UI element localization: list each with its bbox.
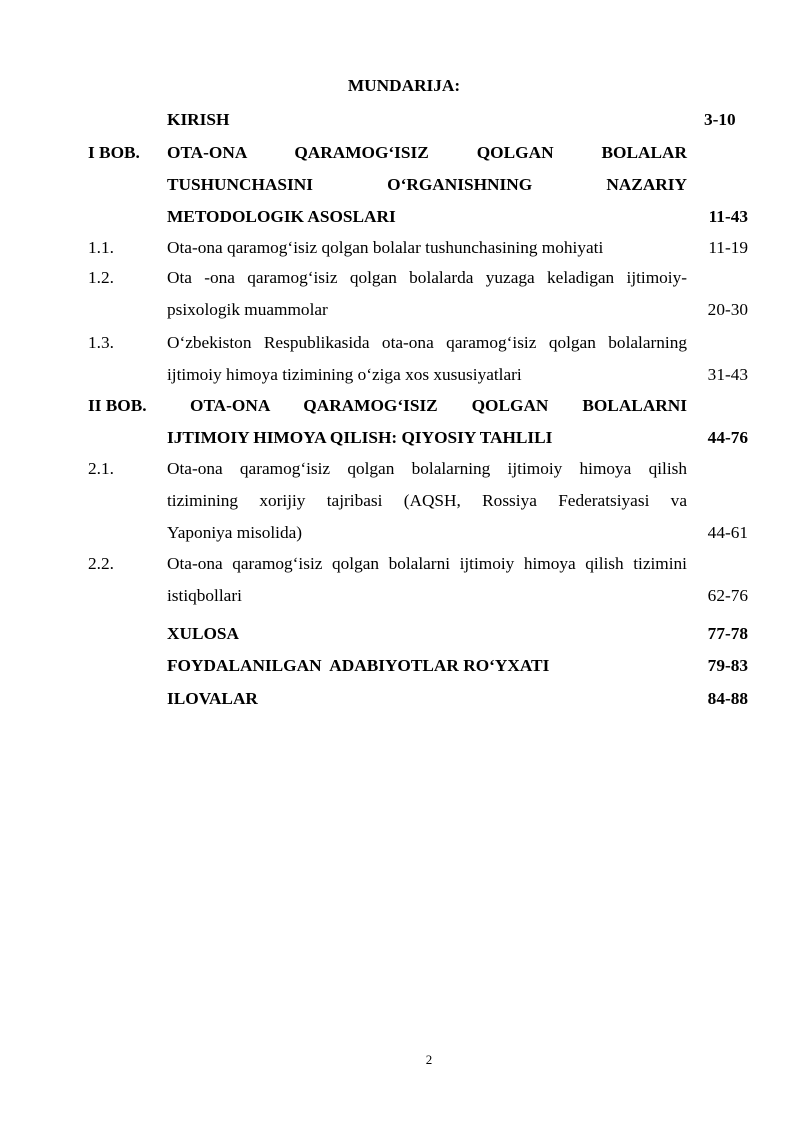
chapter2-pages: 44-76 [707,428,748,447]
section-2-1-title-line3: Yaponiya misolida) [167,523,303,542]
section-1-3-title-line1: O‘zbekiston Respublikasida ota-ona qaramog‘isiz qolgan bolalarning [167,333,687,352]
page-number: 2 [425,1052,433,1067]
section-1-1-title: Ota-ona qaramog‘isiz qolgan bolalar tushunchasining mohiyati [167,238,604,257]
chapter1-title-line2: TUSHUNCHASINI O‘RGANISHNING NAZARIY [167,175,687,194]
section-2-2-title-line2: istiqbollari [167,586,242,605]
section-1-3-pages: 31-43 [707,365,748,384]
section-2-1-title-line2: tizimining xorijiy tajribasi (AQSH, Rossiya Federatsiyasi va [167,491,687,510]
chapter1-number: I BOB. [88,143,140,162]
references-title: FOYDALANILGAN ADABIYOTLAR RO‘YXATI [167,656,550,675]
section-1-1-pages: 11-19 [708,238,748,257]
section-2-2-pages: 62-76 [707,586,748,605]
conclusion-pages: 77-78 [707,624,748,643]
appendices-title: ILOVALAR [167,689,258,708]
chapter1-title-line1: OTA-ONA QARAMOG‘ISIZ QOLGAN BOLALAR [167,143,687,162]
chapter1-pages: 11-43 [708,207,748,226]
intro-title: KIRISH [167,110,230,129]
section-2-1-pages: 44-61 [707,523,748,542]
chapter1-title-line3: METODOLOGIK ASOSLARI [167,207,396,226]
toc-heading: MUNDARIJA: [347,76,461,95]
intro-pages: 3-10 [704,110,736,129]
chapter2-title-line1: OTA-ONA QARAMOG‘ISIZ QOLGAN BOLALARNI [190,396,687,415]
section-1-1-number: 1.1. [88,238,114,257]
section-1-2-title-line1: Ota -ona qaramog‘isiz qolgan bolalarda yuzaga keladigan ijtimoiy- [167,268,687,287]
section-1-2-title-line2: psixologik muammolar [167,300,328,319]
chapter2-title-line2: IJTIMOIY HIMOYA QILISH: QIYOSIY TAHLILI [167,428,553,447]
references-pages: 79-83 [707,656,748,675]
section-1-2-pages: 20-30 [707,300,748,319]
section-2-1-number: 2.1. [88,459,114,478]
section-1-2-number: 1.2. [88,268,114,287]
section-2-2-number: 2.2. [88,554,114,573]
section-1-3-title-line2: ijtimoiy himoya tizimining o‘ziga xos xususiyatlari [167,365,522,384]
chapter2-number: II BOB. [88,396,147,415]
section-2-2-title-line1: Ota-ona qaramog‘isiz qolgan bolalarni ijtimoiy himoya qilish tizimini [167,554,687,573]
section-1-3-number: 1.3. [88,333,114,352]
section-2-1-title-line1: Ota-ona qaramog‘isiz qolgan bolalarning ijtimoiy himoya qilish [167,459,687,478]
conclusion-title: XULOSA [167,624,240,643]
appendices-pages: 84-88 [707,689,748,708]
